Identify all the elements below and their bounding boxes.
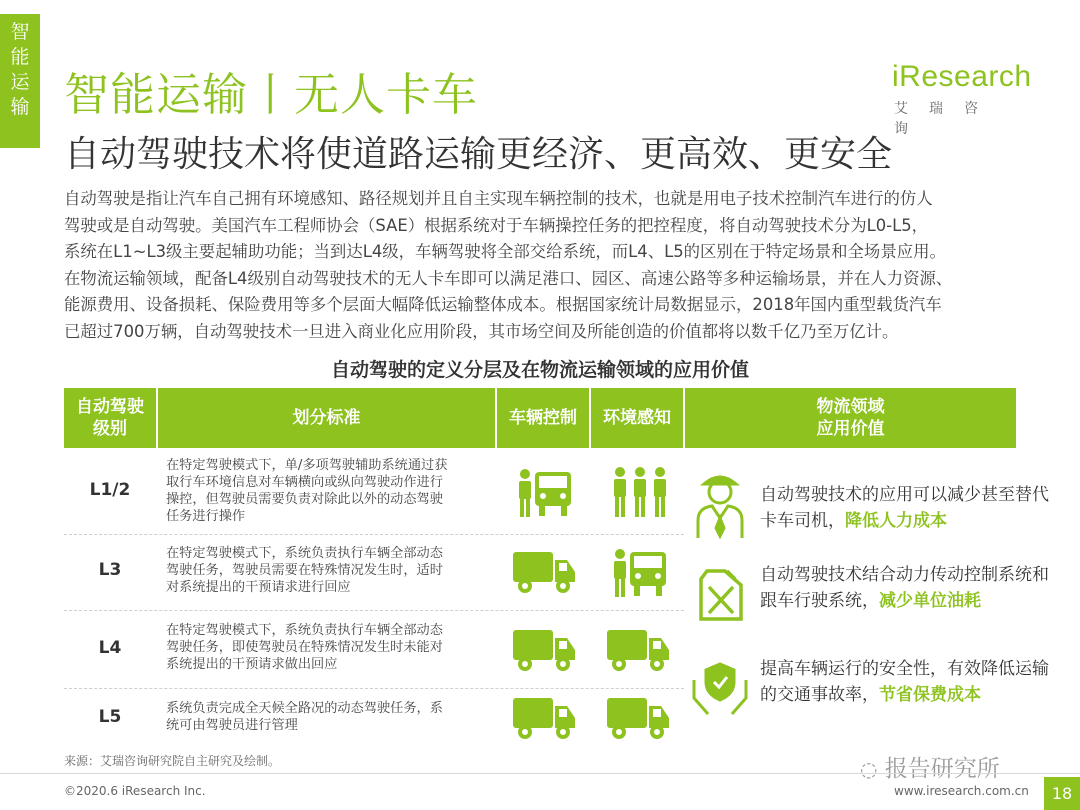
person-with-truck-icon [515, 464, 575, 524]
page-number: 18 [1044, 777, 1080, 810]
value-highlight: 降低人力成本 [845, 511, 947, 531]
side-tab-char: 能 [10, 46, 30, 68]
level-label: L1/2 [89, 480, 131, 500]
shield-hands-icon [690, 660, 750, 718]
criteria-line: 系统负责完成全天候全路况的动态驾驶任务，系 [166, 701, 443, 716]
value-description: 提高车辆运行的安全性，有效降低运输的交通事故率， [760, 659, 1049, 705]
truck-icon [513, 694, 577, 742]
footer-divider [0, 773, 1080, 774]
criteria-line: 取行车环境信息对车辆横向或纵向驾驶动作进行 [166, 475, 443, 490]
section-side-tab [0, 14, 40, 148]
header-env-perception: 环境感知 [591, 388, 683, 448]
value-text [760, 482, 1050, 534]
criteria-line: 在特定驾驶模式下，单/多项驾驶辅助系统通过获 [166, 458, 448, 473]
row-divider [64, 534, 684, 535]
side-tab-char: 输 [10, 96, 30, 118]
value-text [760, 656, 1050, 708]
header-criteria: 划分标准 [158, 388, 495, 448]
criteria-line: 系统提出的干预请求做出回应 [166, 657, 338, 672]
header-level: 自动驾驶 级别 [64, 388, 156, 448]
value-description: 自动驾驶技术的应用可以减少甚至替代卡车司机， [760, 485, 1049, 531]
site-url: www.iresearch.com.cn [894, 784, 1029, 798]
criteria-line: 操控，但驾驶员需要负责对除此以外的动态驾驶 [166, 492, 443, 507]
watermark [860, 750, 1000, 783]
header-vehicle-control: 车辆控制 [497, 388, 589, 448]
criteria-line: 统可由驾驶员进行管理 [166, 718, 298, 733]
level-criteria [166, 700, 496, 734]
wechat-icon: ◌ [860, 757, 878, 781]
value-highlight: 节省保费成本 [879, 685, 981, 705]
criteria-line: 对系统提出的干预请求进行回应 [166, 580, 351, 595]
level-criteria [166, 457, 496, 525]
source-note: 来源：艾瑞咨询研究院自主研究及绘制。 [64, 754, 281, 768]
row-divider [64, 688, 684, 689]
truck-icon [513, 548, 577, 596]
intro-line: 在物流运输领域，配备L4级别自动驾驶技术的无人卡车即可以满足港口、园区、高速公路等多种运输场景，并在人力资源、 [64, 268, 953, 288]
level-label: L3 [98, 560, 122, 580]
watermark-text: 报告研究所 [884, 756, 1000, 782]
side-tab-char: 运 [10, 71, 30, 93]
criteria-line: 驾驶任务，驾驶员需要在特殊情况发生时，适时 [166, 563, 443, 578]
side-tab-char: 智 [10, 21, 30, 43]
level-label: L4 [98, 638, 122, 658]
intro-paragraph [64, 186, 1034, 345]
value-description: 自动驾驶技术结合动力传动控制系统和跟车行驶系统， [760, 565, 1049, 611]
value-text [760, 562, 1050, 614]
truck-icon [513, 626, 577, 674]
level-criteria [166, 622, 496, 673]
row-divider [64, 610, 684, 611]
person-with-truck-icon [610, 544, 670, 604]
page-title: 智能运输丨无人卡车 [64, 68, 479, 121]
truck-icon [607, 626, 671, 674]
level-label: L5 [98, 707, 122, 727]
criteria-line: 在特定驾驶模式下，系统负责执行车辆全部动态 [166, 623, 443, 638]
intro-line: 已超过700万辆，自动驾驶技术一旦进入商业化应用阶段，其市场空间及所能创造的价值都将以数千亿乃至万亿计。 [64, 321, 899, 341]
criteria-line: 驾驶任务，即使驾驶员在特殊情况发生时未能对 [166, 640, 443, 655]
table-title: 自动驾驶的定义分层及在物流运输领域的应用价值 [330, 359, 749, 381]
truck-icon [607, 694, 671, 742]
header-logistics-value: 物流领域 应用价值 [685, 388, 1016, 448]
logo-cn-name: 艾瑞咨询 [894, 101, 999, 137]
intro-line: 自动驾驶是指让汽车自己拥有环境感知、路径规划并且自主实现车辆控制的技术，也就是用电子技术控制汽车进行的仿人 [64, 189, 933, 208]
fuel-can-icon [697, 567, 745, 623]
criteria-line: 在特定驾驶模式下，系统负责执行车辆全部动态 [166, 546, 443, 561]
driver-icon [694, 468, 746, 540]
criteria-line: 任务进行操作 [166, 509, 246, 524]
people-group-icon [610, 464, 670, 524]
value-highlight: 减少单位油耗 [879, 591, 981, 611]
page-subtitle: 自动驾驶技术将使道路运输更经济、更高效、更安全 [64, 134, 893, 175]
intro-line: 能源费用、设备损耗、保险费用等多个层面大幅降低运输整体成本。根据国家统计局数据显示，2018年国内重型载货汽车 [64, 295, 942, 314]
level-criteria [166, 545, 496, 596]
iresearch-logo [892, 60, 1032, 138]
logo-wordmark: iResearch [892, 60, 1032, 93]
intro-line: 系统在L1~L3级主要起辅助功能；当到达L4级，车辆驾驶将全部交给系统，而L4、L5的区别在于特定场景和全场景应用。 [64, 242, 946, 261]
copyright: ©2020.6 iResearch Inc. [64, 784, 206, 798]
intro-line: 驾驶或是自动驾驶。美国汽车工程师协会（SAE）根据系统对于车辆操控任务的把控程度，将自动驾驶技术分为L0-L5， [64, 215, 929, 235]
